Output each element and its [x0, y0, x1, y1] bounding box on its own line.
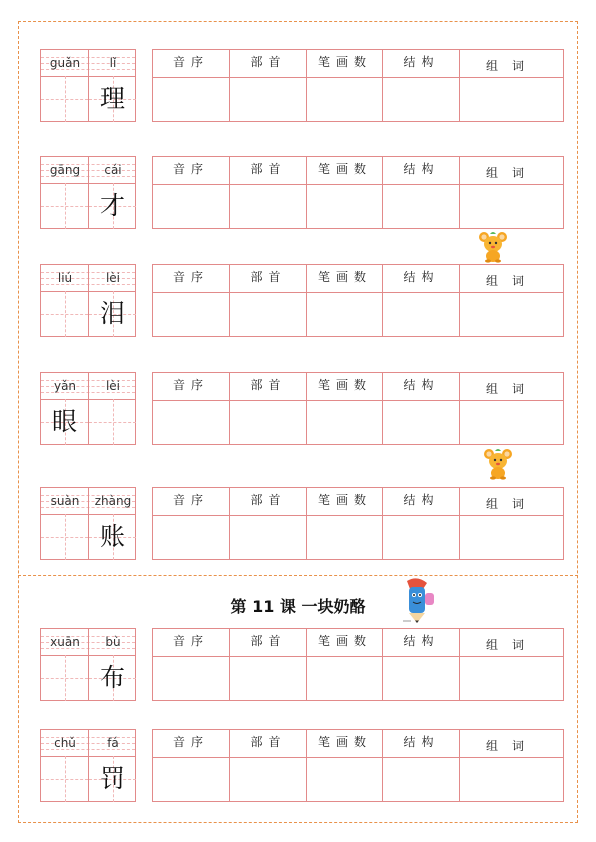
info-column[interactable]: [153, 157, 229, 228]
info-column[interactable]: [153, 730, 229, 801]
vocab-entry: [40, 264, 564, 339]
info-column[interactable]: [459, 265, 564, 336]
pinyin-syllable: gāng: [49, 163, 81, 177]
info-column[interactable]: [229, 730, 307, 801]
hanzi: 布: [99, 663, 125, 692]
character-info-table: [152, 264, 564, 337]
info-header: 部首: [250, 270, 287, 284]
info-header: 音序: [172, 162, 209, 176]
vocab-entry: [40, 156, 564, 231]
pinyin-row: [41, 730, 135, 757]
character-cell[interactable]: [89, 655, 136, 701]
info-column[interactable]: [382, 730, 460, 801]
pinyin-syllable: yǎn: [53, 379, 77, 393]
hanzi: 罚: [99, 764, 125, 793]
info-header: 音序: [172, 55, 209, 69]
info-header: 结构: [403, 493, 440, 507]
info-header: 组词: [485, 59, 538, 73]
info-column[interactable]: [459, 488, 564, 559]
info-column[interactable]: [382, 157, 460, 228]
character-info-table: [152, 729, 564, 802]
info-column[interactable]: [153, 488, 229, 559]
info-column[interactable]: [306, 265, 383, 336]
info-header: 部首: [250, 493, 287, 507]
character-cell[interactable]: [89, 183, 136, 229]
vocab-entry: [40, 49, 564, 124]
hanzi: [41, 756, 88, 802]
info-header: 组词: [485, 497, 538, 511]
vocab-entry: [40, 487, 564, 562]
mouse-sticker-icon: [483, 446, 513, 480]
info-column[interactable]: [382, 265, 460, 336]
character-cell[interactable]: [89, 756, 136, 802]
info-header: 音序: [172, 735, 209, 749]
character-cell[interactable]: [89, 514, 136, 560]
character-info-table: [152, 49, 564, 122]
info-column[interactable]: [459, 730, 564, 801]
info-column[interactable]: [382, 488, 460, 559]
info-column[interactable]: [229, 629, 307, 700]
pinyin-row: [41, 629, 135, 656]
info-column[interactable]: [153, 373, 229, 444]
pinyin-row: [41, 50, 135, 77]
info-column[interactable]: [382, 629, 460, 700]
hanzi: [41, 76, 88, 122]
character-cell[interactable]: [41, 655, 88, 701]
character-cell[interactable]: [41, 399, 88, 445]
character-field: [41, 514, 135, 560]
pinyin-syllable: chǔ: [54, 736, 76, 750]
pinyin-syllable: fá: [107, 736, 119, 750]
info-column[interactable]: [306, 373, 383, 444]
tianzige-box: [40, 264, 136, 337]
character-field: [41, 291, 135, 337]
hanzi: 才: [99, 191, 125, 220]
info-column[interactable]: [306, 730, 383, 801]
pinyin-syllable: lǐ: [109, 56, 117, 70]
hanzi: 账: [99, 522, 125, 551]
info-column[interactable]: [459, 157, 564, 228]
tianzige-box: [40, 156, 136, 229]
pinyin-syllable: guǎn: [49, 56, 81, 70]
vocab-entry: [40, 372, 564, 447]
info-column[interactable]: [382, 50, 460, 121]
info-column[interactable]: [459, 373, 564, 444]
info-header: 结构: [403, 378, 440, 392]
pinyin-syllable: lèi: [105, 379, 121, 393]
character-cell[interactable]: [41, 514, 88, 560]
hanzi: [41, 655, 88, 701]
info-column[interactable]: [229, 157, 307, 228]
character-cell[interactable]: [41, 756, 88, 802]
character-cell[interactable]: [89, 291, 136, 337]
info-header: 笔画数: [317, 270, 372, 284]
info-column[interactable]: [306, 488, 383, 559]
info-header: 音序: [172, 270, 209, 284]
info-header: 组词: [485, 638, 538, 652]
tianzige-box: [40, 487, 136, 560]
pinyin-syllable: liú: [57, 271, 73, 285]
info-column[interactable]: [229, 373, 307, 444]
hanzi: 眼: [51, 407, 77, 436]
pinyin-row: [41, 488, 135, 515]
info-column[interactable]: [153, 629, 229, 700]
info-column[interactable]: [153, 50, 229, 121]
info-column[interactable]: [153, 265, 229, 336]
character-field: [41, 183, 135, 229]
pinyin-syllable: lèi: [105, 271, 121, 285]
info-header: 结构: [403, 634, 440, 648]
pinyin-row: [41, 157, 135, 184]
mouse-sticker-icon: [478, 229, 508, 263]
info-header: 结构: [403, 270, 440, 284]
info-column[interactable]: [229, 488, 307, 559]
pencil-character-icon: [397, 577, 437, 625]
info-header: 笔画数: [317, 634, 372, 648]
info-header: 组词: [485, 274, 538, 288]
tianzige-box: [40, 372, 136, 445]
hanzi: [41, 291, 88, 337]
info-header: 部首: [250, 634, 287, 648]
info-header: 组词: [485, 382, 538, 396]
info-header: 笔画数: [317, 493, 372, 507]
info-column[interactable]: [229, 265, 307, 336]
character-field: [41, 655, 135, 701]
hanzi: 泪: [99, 299, 125, 328]
info-header: 部首: [250, 735, 287, 749]
pinyin-row: [41, 265, 135, 292]
info-header: 音序: [172, 493, 209, 507]
info-header: 组词: [485, 739, 538, 753]
character-cell[interactable]: [41, 291, 88, 337]
info-column[interactable]: [459, 50, 564, 121]
tianzige-box: [40, 49, 136, 122]
info-column[interactable]: [229, 50, 307, 121]
vocab-entry: [40, 729, 564, 804]
lesson-title: 第 11 课 一块奶酪: [230, 597, 366, 616]
character-info-table: [152, 372, 564, 445]
info-header: 音序: [172, 634, 209, 648]
info-column[interactable]: [306, 50, 383, 121]
pinyin-syllable: suàn: [50, 494, 80, 508]
hanzi: [41, 514, 88, 560]
character-info-table: [152, 487, 564, 560]
hanzi: [41, 183, 88, 229]
info-header: 组词: [485, 166, 538, 180]
info-column[interactable]: [382, 373, 460, 444]
info-header: 结构: [403, 735, 440, 749]
info-header: 笔画数: [317, 378, 372, 392]
hanzi: 理: [99, 84, 125, 113]
info-header: 部首: [250, 55, 287, 69]
section-divider: [18, 575, 578, 576]
character-cell[interactable]: [89, 76, 136, 122]
pinyin-row: [41, 373, 135, 400]
info-header: 笔画数: [317, 55, 372, 69]
tianzige-box: [40, 628, 136, 701]
tianzige-box: [40, 729, 136, 802]
character-cell[interactable]: [41, 76, 88, 122]
pinyin-syllable: zhàng: [94, 494, 132, 508]
info-header: 笔画数: [317, 162, 372, 176]
character-info-table: [152, 628, 564, 701]
info-header: 部首: [250, 378, 287, 392]
character-info-table: [152, 156, 564, 229]
vocab-entry: [40, 628, 564, 703]
hanzi: [89, 399, 136, 445]
info-column[interactable]: [306, 629, 383, 700]
info-header: 音序: [172, 378, 209, 392]
character-field: [41, 756, 135, 802]
character-field: [41, 76, 135, 122]
character-cell[interactable]: [89, 399, 136, 445]
pinyin-syllable: cái: [104, 163, 122, 177]
info-header: 结构: [403, 162, 440, 176]
character-cell[interactable]: [41, 183, 88, 229]
pinyin-syllable: bù: [105, 635, 121, 649]
info-header: 笔画数: [317, 735, 372, 749]
info-header: 部首: [250, 162, 287, 176]
pinyin-syllable: xuān: [50, 635, 80, 649]
info-column[interactable]: [459, 629, 564, 700]
info-column[interactable]: [306, 157, 383, 228]
character-field: [41, 399, 135, 445]
info-header: 结构: [403, 55, 440, 69]
